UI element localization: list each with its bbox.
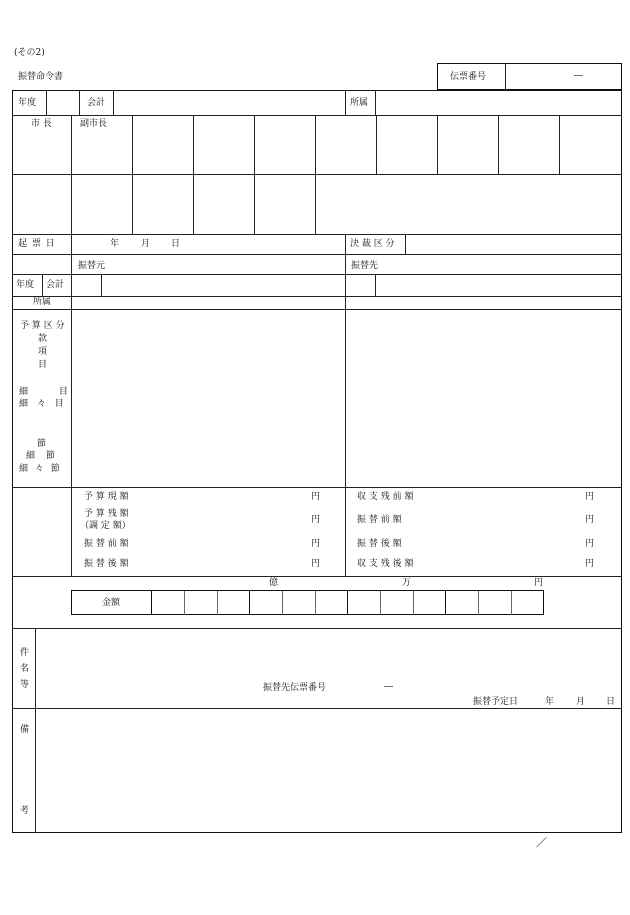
form-series: (その2) <box>14 48 45 58</box>
amount-right-4-label: 収 支 残 後 額 <box>357 559 414 569</box>
issue-date-label: 起 票 日 <box>18 239 56 249</box>
row1-account-label: 会計 <box>87 98 106 108</box>
scheduled-month: 月 <box>576 697 586 707</box>
subject-label-1: 件 <box>20 648 30 658</box>
amount-left-2-unit: 円 <box>311 515 321 525</box>
form-frame <box>12 90 622 833</box>
remarks-label-top: 備 <box>20 725 30 735</box>
amount-left-4-label: 振 替 後 額 <box>84 559 129 569</box>
budget-saisetsu-label: 細 節 <box>26 451 55 461</box>
budget-class-label: 予 算 区 分 <box>20 321 65 331</box>
amount-right-3-unit: 円 <box>585 539 595 549</box>
amount-left-2-label: 予 算 残 額 <box>84 509 129 519</box>
amount-left-4-unit: 円 <box>311 559 321 569</box>
issue-day: 日 <box>171 239 181 249</box>
budget-saimoku-label: 細 目 <box>19 387 68 397</box>
dest-slip-dash: ― <box>384 682 393 692</box>
unit-man: 万 <box>402 578 412 588</box>
amount-left-3-unit: 円 <box>311 539 321 549</box>
budget-kou-label: 項 <box>38 347 48 357</box>
unit-oku: 億 <box>269 578 279 588</box>
form-title: 振替命令書 <box>18 72 64 82</box>
scheduled-day: 日 <box>606 697 616 707</box>
transfer-year-label: 年度 <box>16 280 35 290</box>
scheduled-year: 年 <box>545 697 555 707</box>
row1-year-label: 年度 <box>18 98 37 108</box>
budget-setsu-label: 節 <box>37 439 47 449</box>
transfer-to-label: 振替先 <box>351 261 379 271</box>
transfer-department-label: 所属 <box>33 297 52 307</box>
transfer-from-label: 振替元 <box>78 261 106 271</box>
budget-saisaisetsu-label: 細 々 節 <box>19 464 60 474</box>
vice-mayor-label: 副市長 <box>80 119 108 129</box>
mayor-label: 市 長 <box>31 119 52 129</box>
amount-right-3-label: 振 替 後 額 <box>357 539 402 549</box>
issue-year: 年 <box>110 239 120 249</box>
amount-right-2-label: 振 替 前 額 <box>357 515 402 525</box>
scheduled-date-label: 振替予定日 <box>473 697 519 707</box>
transfer-account-label: 会計 <box>46 280 65 290</box>
amount-box-label: 金額 <box>102 598 121 608</box>
amount-box <box>71 590 544 615</box>
issue-month: 月 <box>141 239 151 249</box>
unit-yen: 円 <box>534 578 544 588</box>
amount-left-3-label: 振 替 前 額 <box>84 539 129 549</box>
amount-left-2-sublabel: （調 定 額） <box>80 521 131 531</box>
amount-right-1-label: 収 支 残 前 額 <box>357 492 414 502</box>
amount-right-1-unit: 円 <box>585 492 595 502</box>
amount-right-2-unit: 円 <box>585 515 595 525</box>
remarks-label-bottom: 考 <box>20 806 30 816</box>
budget-saisaimoku-label: 細 々 目 <box>19 399 64 409</box>
footer-slash: ／ <box>536 836 547 849</box>
subject-label-3: 等 <box>20 680 30 690</box>
subject-label-2: 名 <box>20 664 30 674</box>
amount-right-4-unit: 円 <box>585 559 595 569</box>
dest-slip-label: 振替先伝票番号 <box>263 683 327 693</box>
amount-left-1-unit: 円 <box>311 492 321 502</box>
budget-moku-label: 目 <box>38 360 48 370</box>
slip-number-dash: ― <box>574 71 583 81</box>
decision-label: 決 裁 区 分 <box>350 239 395 249</box>
row1-department-label: 所属 <box>350 98 369 108</box>
amount-left-1-label: 予 算 現 額 <box>84 492 129 502</box>
slip-number-label: 伝票番号 <box>450 72 487 82</box>
budget-kan-label: 款 <box>38 334 48 344</box>
